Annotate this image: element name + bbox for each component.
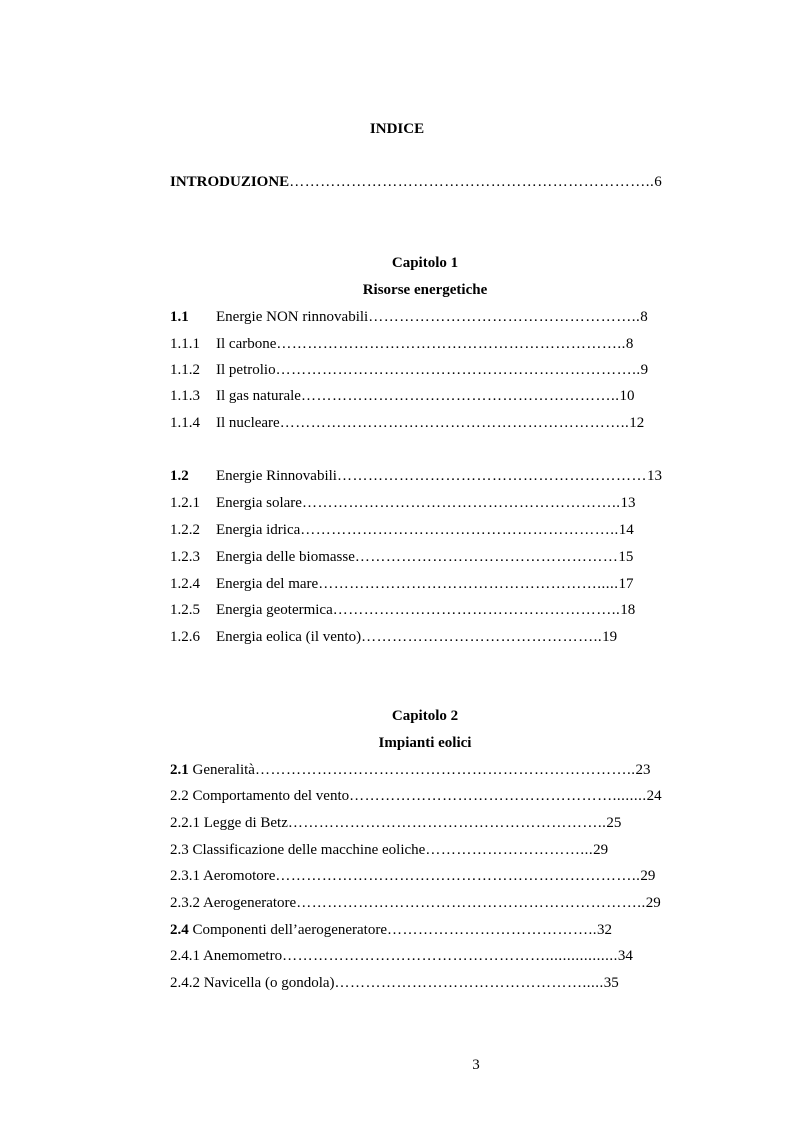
section-number: 1.1.2 [170, 362, 200, 378]
leader-dots: ………………………………………………………….. [296, 895, 646, 911]
page-ref: 8 [625, 336, 634, 352]
section-number: 2.3.1 [170, 868, 200, 884]
page-ref: 15 [618, 549, 634, 565]
toc-entry [170, 840, 678, 860]
section-number: 1.2.3 [170, 549, 200, 565]
leader-dots: ……………………………………………………………….. [254, 762, 636, 778]
section-number: 2.2 [170, 788, 189, 804]
section-number: 1.1.1 [170, 336, 200, 352]
page-ref: 32 [597, 922, 613, 938]
section-title: Il carbone [216, 336, 277, 352]
section-title: Il gas naturale [216, 388, 301, 404]
leader-dots: …………………………………………………………….. [275, 868, 641, 884]
section-title: Aeromotore [202, 868, 276, 884]
page-ref: 9 [640, 362, 649, 378]
section-title: Energia eolica (il vento) [216, 629, 362, 645]
toc-entry [170, 946, 678, 966]
leader-dots: …………………………... [425, 842, 594, 858]
page-ref: 29 [640, 868, 656, 884]
section-number: 2.1 [170, 762, 189, 778]
toc-entry [170, 547, 678, 567]
section-title: Componenti dell’aerogeneratore [192, 922, 388, 938]
section-title: Navicella (o gondola) [203, 975, 335, 991]
page-ref: 18 [620, 602, 636, 618]
leader-dots: …………………………………………………….. [287, 815, 607, 831]
section-title: Il nucleare [216, 415, 280, 431]
leader-dots: …………………………………………………………….. [289, 174, 655, 190]
section-title: Generalità [192, 762, 255, 778]
section-number: 2.2.1 [170, 815, 200, 831]
section-number: 1.1 [170, 309, 189, 325]
leader-dots: …………………………………………..... [334, 975, 604, 991]
toc-entry [170, 893, 678, 913]
section-title: Energia idrica [216, 522, 301, 538]
chapter-2-number: Capitolo 2 [391, 708, 459, 724]
page-ref: 35 [603, 975, 619, 991]
section-number: 1.2 [170, 468, 189, 484]
toc-entry-introduzione [170, 174, 678, 191]
toc-entry [170, 574, 678, 594]
toc-entry [170, 466, 678, 486]
chapter-1-number: Capitolo 1 [391, 255, 459, 271]
toc-entry [170, 760, 678, 780]
chapter-2-title: Impianti eolici [378, 735, 472, 751]
page-ref: 24 [646, 788, 662, 804]
section-number: 1.2.5 [170, 602, 200, 618]
section-number: 1.2.4 [170, 576, 200, 592]
section-title: Anemometro [202, 948, 283, 964]
toc-entry [170, 307, 678, 327]
intro-label: INTRODUZIONE [170, 174, 290, 190]
leader-dots: ……………………………………………….. [332, 602, 621, 618]
toc-entry [170, 973, 678, 993]
leader-dots: …………………………………………………….. [300, 522, 619, 538]
page-ref: 17 [618, 576, 634, 592]
section-title: Aerogeneratore [202, 895, 297, 911]
leader-dots: ……………………………………….. [361, 629, 603, 645]
toc-entry [170, 813, 678, 833]
leader-dots: ……………………………………………................. [282, 948, 618, 964]
section-number: 1.2.2 [170, 522, 200, 538]
section-title: Energia delle biomasse [216, 549, 355, 565]
leader-dots: …………………………………………………………….. [275, 362, 641, 378]
section-number: 2.4.2 [170, 975, 200, 991]
page-ref: 25 [606, 815, 622, 831]
leader-dots: ………………………………………………..... [318, 576, 619, 592]
section-number: 1.2.1 [170, 495, 200, 511]
section-title: Energia del mare [216, 576, 319, 592]
toc-entry [170, 600, 678, 620]
section-number: 1.1.3 [170, 388, 200, 404]
leader-dots: ……………………………………………........ [349, 788, 647, 804]
leader-dots: …………………………………………………… [336, 468, 647, 484]
page-ref: 29 [645, 895, 661, 911]
section-title: Energia solare [216, 495, 302, 511]
section-number: 2.3.2 [170, 895, 200, 911]
page-ref: 10 [619, 388, 635, 404]
page-ref: 13 [646, 468, 662, 484]
page-ref: 14 [618, 522, 634, 538]
leader-dots: …………………………………………… [354, 549, 619, 565]
page-ref: 6 [654, 174, 662, 190]
leader-dots: ………………………………………………………….. [279, 415, 630, 431]
section-title: Comportamento del vento [192, 788, 350, 804]
page-ref: 29 [593, 842, 609, 858]
toc-entry [170, 334, 678, 354]
page-ref: 8 [640, 309, 648, 325]
section-number: 2.4 [170, 922, 189, 938]
page-ref: 19 [602, 629, 618, 645]
leader-dots: ………………………………….. [387, 922, 598, 938]
section-title: Legge di Betz [203, 815, 288, 831]
leader-dots: …………………………………………….. [368, 309, 641, 325]
index-title: INDICE [369, 121, 425, 137]
toc-entry [170, 493, 678, 513]
toc-entry [170, 786, 678, 806]
page-number: 3 [472, 1057, 480, 1073]
page-ref: 13 [620, 495, 636, 511]
toc-entry [170, 386, 678, 406]
toc-entry [170, 627, 678, 647]
section-title: Energia geotermica [216, 602, 333, 618]
leader-dots: …………………………………………………….. [301, 495, 621, 511]
page-ref: 34 [617, 948, 633, 964]
toc-entry [170, 360, 678, 380]
toc-entry [170, 866, 678, 886]
leader-dots: …………………………………………………….. [300, 388, 620, 404]
page-ref: 23 [635, 762, 651, 778]
section-title: Energie Rinnovabili [216, 468, 337, 484]
section-number: 2.3 [170, 842, 189, 858]
section-number: 2.4.1 [170, 948, 200, 964]
section-number: 1.2.6 [170, 629, 200, 645]
section-number: 1.1.4 [170, 415, 200, 431]
toc-entry [170, 413, 678, 433]
section-title: Energie NON rinnovabili [216, 309, 369, 325]
toc-entry [170, 520, 678, 540]
section-title: Classificazione delle macchine eoliche [192, 842, 426, 858]
toc-entry [170, 920, 678, 940]
page-ref: 12 [629, 415, 645, 431]
chapter-1-title: Risorse energetiche [362, 282, 488, 298]
leader-dots: ………………………………………………………….. [276, 336, 626, 352]
section-title: Il petrolio [216, 362, 276, 378]
